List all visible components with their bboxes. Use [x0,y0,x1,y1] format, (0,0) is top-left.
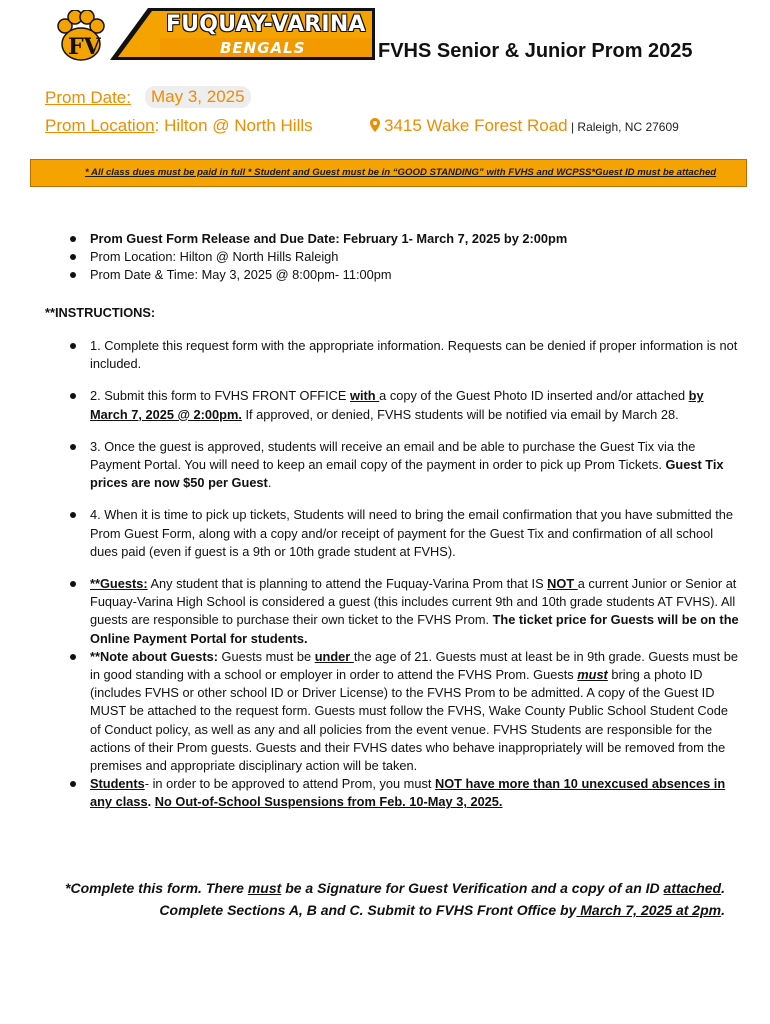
page-title: FVHS Senior & Junior Prom 2025 [378,40,693,62]
list-item: 1. Complete this request form with the appropriate information. Requests can be denied if proper information is not included. [70,337,740,373]
school-banner [110,8,375,60]
list-item: Prom Guest Form Release and Due Date: February 1- March 7, 2025 by 2:00pm [70,230,710,248]
prom-location [45,116,313,136]
info-list [70,230,710,285]
prom-location-label: Prom Location [45,116,155,135]
banner-subtitle: BENGALS [220,39,306,57]
list-item: Prom Date & Time: May 3, 2025 @ 8:00pm- 11:00pm [70,266,710,284]
notice-text: * All class dues must be paid in full * Student and Guest must be in “GOOD STANDING” with FVHS and WCPSS*Guest ID must be attached [85,167,717,178]
list-item: Prom Location: Hilton @ North Hills Raleigh [70,248,710,266]
prom-date-label: Prom Date: [45,88,131,107]
address-city: | Raleigh, NC 27609 [567,120,679,134]
list-item: **Note about Guests: Guests must be under the age of 21. Guests must at least be in 9th grade. Guests must be in good standing with a school or employer in order to attend the FVHS Prom. Guests must bring a photo ID (includes FVHS or other school ID or Driver License) to the FVHS Prom to be admitted. A copy of the Guest ID MUST be attached to the request form. Guests must follow the FVHS, Wake County Public School Student Code of Conduct policy, as well as any and all policies from the event venue. FVHS Students are responsible for the actions of their Prom guests. Guests and their FVHS dates who behave inappropriately will be removed from the premises and appropriate disciplinary action will be taken. [70,648,740,775]
closing-line-1: *Complete this form. There must be a Signature for Guest Verification and a copy of an ID attached. [65,880,725,896]
map-pin-icon [370,118,380,132]
banner-title: FUQUAY-VARINA [166,12,366,37]
closing-instructions [30,877,725,921]
address-street: 3415 Wake Forest Road [384,116,568,135]
instructions-list [70,337,740,812]
prom-address [370,116,679,136]
instructions-heading: **INSTRUCTIONS: [45,305,156,320]
list-item: 4. When it is time to pick up tickets, Students will need to bring the email confirmation that you have submitted the Prom Guest Form, along with a copy and/or receipt of payment for the Guest Tix and confirmation of all school dues paid (even if guest is a 9th or 10th grade student at FVHS). [70,506,740,561]
closing-line-2: Complete Sections A, B and C. Submit to FVHS Front Office by March 7, 2025 at 2pm. [159,902,725,918]
notice-banner [30,159,747,187]
prom-location-value: : Hilton @ North Hills [154,116,313,135]
list-item: Students- in order to be approved to attend Prom, you must NOT have more than 10 unexcused absences in any class. No Out-of-School Suspensions from Feb. 10-May 3, 2025. [70,775,740,811]
paw-logo [54,10,106,62]
list-item: 3. Once the guest is approved, students will receive an email and be able to purchase the Guest Tix via the Payment Portal. You will need to keep an email copy of the payment in order to pick up Prom Tickets. Guest Tix prices are now $50 per Guest. [70,438,740,493]
list-item: **Guests: Any student that is planning to attend the Fuquay-Varina Prom that IS NOT a current Junior or Senior at Fuquay-Varina High School is considered a guest (this includes current 9th and 10th grade students AT FVHS). All guests are responsible to purchase their own ticket to the FVHS Prom. The ticket price for Guests will be on the Online Payment Portal for students. [70,575,740,648]
list-item: 2. Submit this form to FVHS FRONT OFFICE with a copy of the Guest Photo ID inserted and/or attached by March 7, 2025 @ 2:00pm. If approved, or denied, FVHS students will be notified via email by March 28. [70,387,740,423]
logo-monogram: FV [68,34,101,60]
prom-date-value: May 3, 2025 [145,86,251,108]
